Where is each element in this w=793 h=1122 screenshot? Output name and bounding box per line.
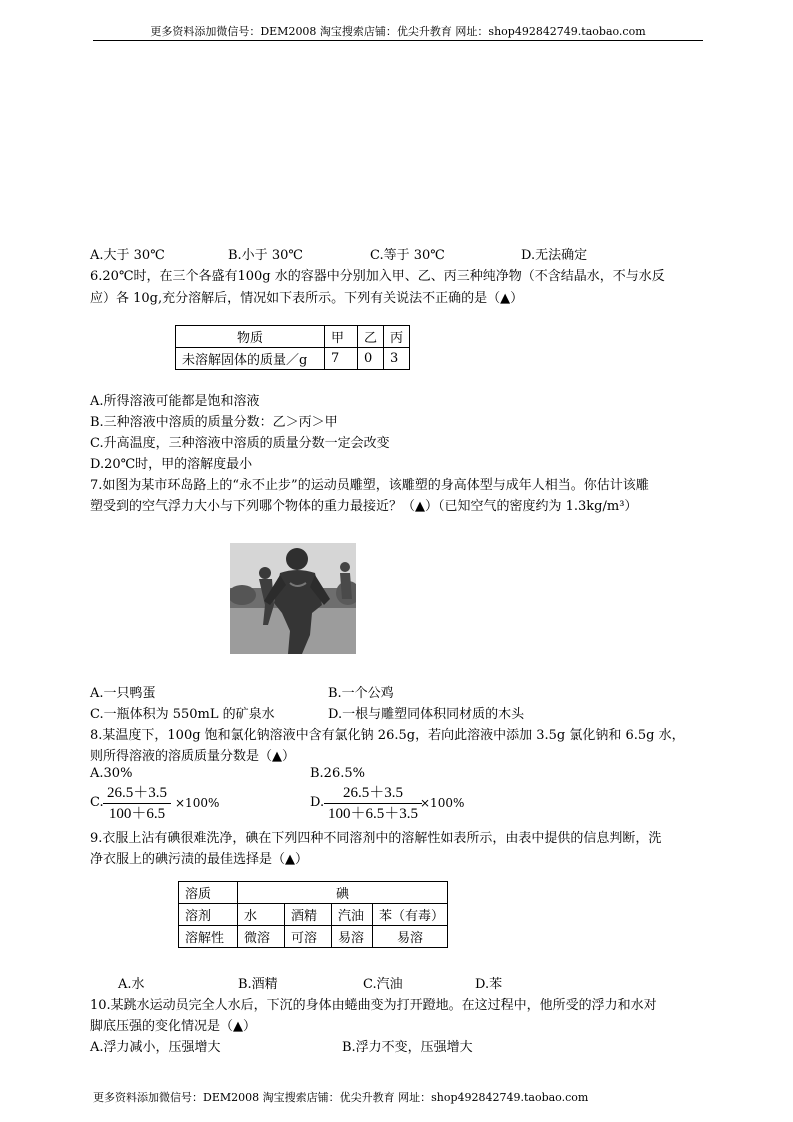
q9-cell-alcohol-solubility: 可溶 <box>285 926 332 948</box>
q9-stem-line2: 净衣服上的碘污渍的最佳选择是（▲） <box>90 852 308 867</box>
q6-th-bing: 丙 <box>384 326 410 348</box>
q6-table <box>175 325 410 370</box>
q9-cell-gasoline: 汽油 <box>332 904 373 926</box>
q6-stem-line2: 应）各 10g,充分溶解后，情况如下表所示。下列有关说法不正确的是（▲） <box>90 291 524 306</box>
q9-cell-water: 水 <box>238 904 285 926</box>
q9-table <box>178 881 448 948</box>
q10-stem-line1: 10.某跳水运动员完全人水后，下沉的身体由蜷曲变为打开蹬地。在这过程中，他所受的浮力和水对 <box>90 998 657 1013</box>
q8-stem-line1: 8.某温度下，100g 饱和氯化钠溶液中含有氯化钠 26.5g，若向此溶液中添加 3.5g 氯化钠和 6.5g 水， <box>90 728 685 743</box>
q7-option-d: D.一根与雕塑同体积同材质的木头 <box>328 707 525 722</box>
q6-th-jia: 甲 <box>325 326 358 348</box>
q8-option-d-denominator: 100＋6.5＋3.5 <box>328 806 419 822</box>
q9-option-c: C.汽油 <box>363 977 403 992</box>
q9-option-d: D.苯 <box>475 977 503 992</box>
q6-cell-yi: 0 <box>358 348 384 370</box>
q8-option-d-label: D. <box>310 795 325 810</box>
q9-cell-gasoline-solubility: 易溶 <box>332 926 373 948</box>
q8-stem-line2: 则所得溶液的溶质质量分数是（▲） <box>90 749 295 764</box>
q8-option-c-fraction <box>103 783 171 824</box>
q9-option-a: A.水 <box>118 977 145 992</box>
q6-option-d: D.20℃时，甲的溶解度最小 <box>90 457 253 472</box>
q8-option-c-times: ×100% <box>175 796 220 810</box>
q8-option-a: A.30% <box>90 766 133 781</box>
q6-th-substance: 物质 <box>176 326 325 348</box>
q8-option-c-label: C. <box>90 795 104 810</box>
q7-option-c: C.一瓶体积为 550mL 的矿泉水 <box>90 707 275 722</box>
q6-stem-line1: 6.20℃时，在三个各盛有100g 水的容器中分别加入甲、乙、丙三种纯净物（不含结晶水，不与水反 <box>90 269 665 284</box>
q6-row-label: 未溶解固体的质量／g <box>176 348 325 370</box>
q8-option-d-fraction <box>324 783 422 824</box>
q9-cell-alcohol: 酒精 <box>285 904 332 926</box>
q9-stem-line1: 9.衣服上沾有碘很难洗净，碘在下列四种不同溶剂中的溶解性如表所示，由表中提供的信息判断，洗 <box>90 831 662 846</box>
q9-cell-solubility-label: 溶解性 <box>179 926 238 948</box>
q6-option-b: B.三种溶液中溶质的质量分数：乙＞丙＞甲 <box>90 415 338 430</box>
runner-statue-photo <box>230 543 356 654</box>
q6-th-yi: 乙 <box>358 326 384 348</box>
q7-stem-line1: 7.如图为某市环岛路上的“永不止步”的运动员雕塑，该雕塑的身高体型与成年人相当。你估计该雕 <box>90 478 649 493</box>
q8-option-c-numerator: 26.5＋3.5 <box>103 783 171 804</box>
q9-cell-water-solubility: 微溶 <box>238 926 285 948</box>
q6-option-a: A.所得溶液可能都是饱和溶液 <box>90 394 260 409</box>
q9-option-b: B.酒精 <box>238 977 278 992</box>
q9-cell-solute-label: 溶质 <box>179 882 238 904</box>
q8-option-d-numerator: 26.5＋3.5 <box>324 783 422 804</box>
q5-option-b: B.小于 30℃ <box>228 248 303 263</box>
q9-cell-benzene-solubility: 易溶 <box>373 926 448 948</box>
q7-stem-line2: 塑受到的空气浮力大小与下列哪个物体的重力最接近？（▲）（已知空气的密度约为 1.3kg/m³） <box>90 499 638 514</box>
q7-option-a: A.一只鸭蛋 <box>90 686 156 701</box>
q9-cell-solvent-label: 溶剂 <box>179 904 238 926</box>
statue-illustration <box>230 543 356 654</box>
q6-cell-bing: 3 <box>384 348 410 370</box>
q8-option-b: B.26.5% <box>310 766 365 781</box>
q5-option-c: C.等于 30℃ <box>370 248 445 263</box>
q6-cell-jia: 7 <box>325 348 358 370</box>
q9-cell-solute-iodine: 碘 <box>238 882 448 904</box>
q8-option-c-denominator: 100＋6.5 <box>108 806 166 822</box>
q6-option-c: C.升高温度，三种溶液中溶质的质量分数一定会改变 <box>90 436 390 451</box>
q8-option-d-times: ×100% <box>420 796 465 810</box>
q5-option-d: D.无法确定 <box>521 248 588 263</box>
page-footer: 更多资料添加微信号：DEM2008 淘宝搜索店铺：优尖升教育 网址：shop492842749.taobao.com <box>93 1091 589 1104</box>
header-divider <box>93 40 703 41</box>
q5-option-a: A.大于 30℃ <box>90 248 165 263</box>
page-header: 更多资料添加微信号：DEM2008 淘宝搜索店铺：优尖升教育 网址：shop492842749.taobao.com <box>150 25 646 38</box>
q10-stem-line2: 脚底压强的变化情况是（▲） <box>90 1019 256 1034</box>
q9-cell-benzene: 苯（有毒） <box>373 904 448 926</box>
q10-option-a: A.浮力减小，压强增大 <box>90 1040 221 1055</box>
q7-option-b: B.一个公鸡 <box>328 686 394 701</box>
q10-option-b: B.浮力不变，压强增大 <box>342 1040 473 1055</box>
